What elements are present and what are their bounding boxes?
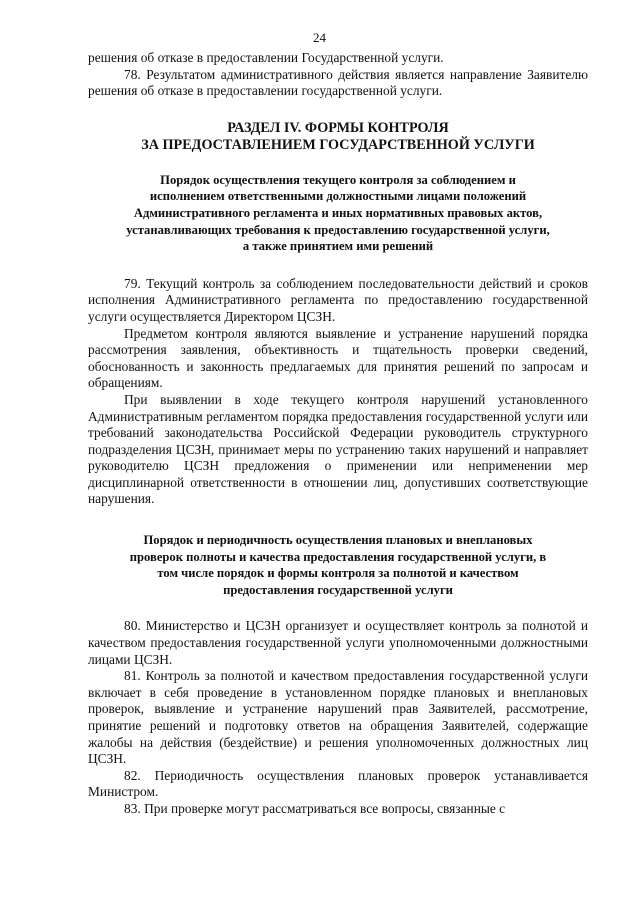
paragraph-violations: При выявлении в ходе текущего контроля нарушений установленного Административным регламентом порядка предоставления государственной услуги или требований законодательства Российской Федерации руководитель структурного подразделения ЦСЗН, принимает меры по устранению таких нарушений и направляет руководителю ЦСЗН предложения о применении или неприменении мер дисциплинарной ответственности в отношении лиц, допустивших соответствующие нарушения. (88, 391, 588, 507)
page-content (88, 50, 588, 818)
subheading-line: проверок полноты и качества предоставления государственной услуги, в (129, 549, 547, 564)
paragraph-79: 79. Текущий контроль за соблюдением последовательности действий и сроков исполнения Административного регламента по предоставлению государственной услуги осуществляется Директором ЦСЗН. (88, 275, 588, 324)
section-title (88, 120, 588, 154)
subheading-inspections (88, 532, 588, 598)
subheading-line: том числе порядок и формы контроля за полнотой и качеством (157, 566, 519, 581)
subheading-current-control (88, 172, 588, 255)
subheading-line: устанавливающих требования к предоставлению государственной услуги, (126, 222, 550, 237)
paragraph-78: 78. Результатом административного действия является направление Заявителю решения об отказе в предоставлении государственной услуги. (88, 66, 588, 99)
subheading-line: Порядок и периодичность осуществления плановых и внеплановых (143, 533, 533, 548)
page-number: 24 (313, 30, 326, 45)
paragraph-83: 83. При проверке могут рассматриваться все вопросы, связанные с (124, 800, 506, 816)
subheading-line: Административного регламента и иных нормативных правовых актов, (133, 205, 543, 220)
section-title-line: ЗА ПРЕДОСТАВЛЕНИЕМ ГОСУДАРСТВЕННОЙ УСЛУГИ (141, 136, 535, 153)
section-title-line: РАЗДЕЛ IV. ФОРМЫ КОНТРОЛЯ (227, 119, 449, 136)
subheading-line: а также принятием ими решений (242, 239, 434, 254)
subheading-line: Порядок осуществления текущего контроля за соблюдением и (160, 172, 516, 187)
subheading-line: исполнением ответственными должностными лицами положений (149, 189, 527, 204)
paragraph-81: 81. Контроль за полнотой и качеством предоставления государственной услуги включает в себя проведение в установленном порядке плановых и внеплановых проверок, выявление и устранение нарушений прав Заявителей, рассмотрение, принятие решений и подготовку ответов на обращения Заявителей, содержащие жалобы на действия (бездействие) и решения уполномоченных должностных лиц ЦСЗН. (88, 668, 588, 767)
subheading-line: предоставления государственной услуги (223, 582, 453, 597)
paragraph-80: 80. Министерство и ЦСЗН организует и осуществляет контроль за полнотой и качеством предоставления государственной услуги уполномоченными должностными лицами ЦСЗН. (88, 618, 588, 667)
paragraph-control-subject: Предметом контроля являются выявление и устранение нарушений порядка рассмотрения заявления, объективность и тщательность проверки сведений, обоснованность и законность предлагаемых для принятия решений по запросам и обращениям. (88, 325, 588, 391)
paragraph-82: 82. Периодичность осуществления плановых проверок устанавливается Министром. (88, 767, 588, 800)
continuation-paragraph: решения об отказе в предоставлении Государственной услуги. (88, 50, 444, 65)
